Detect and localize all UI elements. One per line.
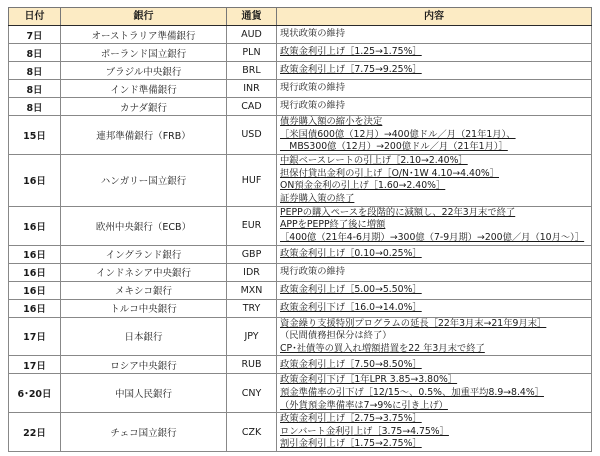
- cell-bank: カナダ銀行: [61, 98, 227, 116]
- cell-content: [277, 317, 592, 356]
- table-row: [9, 116, 592, 155]
- content-line: （民間債務担保分は終了）: [280, 330, 392, 342]
- content-line: 現行政策の維持: [280, 265, 346, 277]
- content-line: 現行政策の維持: [280, 100, 346, 112]
- cell-bank: インド準備銀行: [61, 80, 227, 98]
- cell-currency: BRL: [227, 62, 277, 80]
- table-row: [9, 281, 592, 299]
- cell-currency: TRY: [227, 299, 277, 317]
- cell-date: 22日: [9, 413, 61, 452]
- content-line: 現状政策の維持: [280, 28, 346, 40]
- cell-bank: メキシコ銀行: [61, 281, 227, 299]
- cell-content: [277, 154, 592, 206]
- cell-content: [277, 44, 592, 62]
- table-row: [9, 374, 592, 413]
- table-row: [9, 98, 592, 116]
- cell-content: [277, 413, 592, 452]
- content-line: ［米国債600億（12月）→400億ドル／月（21年1月）、: [280, 128, 516, 140]
- table-row: [9, 154, 592, 206]
- content-line: 中銀ベースレートの引上げ［2.10→2.40%］: [280, 155, 468, 167]
- content-line: 政策金利引下げ［16.0→14.0%］: [280, 301, 422, 313]
- header-row: [9, 8, 592, 26]
- cell-currency: GBP: [227, 245, 277, 263]
- table-row: [9, 80, 592, 98]
- cell-bank: インドネシア中央銀行: [61, 263, 227, 281]
- table-body: [9, 26, 592, 452]
- cell-currency: PLN: [227, 44, 277, 62]
- cell-currency: RUB: [227, 356, 277, 374]
- cell-bank: 中国人民銀行: [61, 374, 227, 413]
- cell-bank: ロシア中央銀行: [61, 356, 227, 374]
- content-line: 現行政策の維持: [280, 82, 346, 94]
- table-row: [9, 206, 592, 245]
- table-row: [9, 62, 592, 80]
- cell-content: [277, 356, 592, 374]
- cell-bank: ブラジル中央銀行: [61, 62, 227, 80]
- header-date: 日付: [9, 8, 61, 26]
- cell-content: [277, 281, 592, 299]
- cell-currency: AUD: [227, 26, 277, 44]
- cell-bank: トルコ中央銀行: [61, 299, 227, 317]
- cell-content: [277, 245, 592, 263]
- table-row: [9, 44, 592, 62]
- cell-bank: 欧州中央銀行（ECB）: [61, 206, 227, 245]
- header-content: 内容: [277, 8, 592, 26]
- cell-currency: INR: [227, 80, 277, 98]
- content-line: PEPPの購入ペースを段階的に減額し、22年3月末で終了: [280, 206, 516, 218]
- cell-date: 16日: [9, 281, 61, 299]
- cell-currency: CNY: [227, 374, 277, 413]
- cell-date: 8日: [9, 98, 61, 116]
- cell-bank: ハンガリー国立銀行: [61, 154, 227, 206]
- content-line: 資金繰り支援特別プログラムの延長［22年3月末→21年9月末］: [280, 317, 547, 329]
- table-row: [9, 356, 592, 374]
- cell-currency: USD: [227, 116, 277, 155]
- content-line: 政策金利引上げ［5.00→5.50%］: [280, 283, 422, 295]
- cell-date: 17日: [9, 317, 61, 356]
- content-line: （外貨預金準備率は7→9%に引き上げ）: [280, 399, 448, 411]
- cell-content: [277, 116, 592, 155]
- cell-content: [277, 374, 592, 413]
- cell-currency: CAD: [227, 98, 277, 116]
- cell-bank: 日本銀行: [61, 317, 227, 356]
- cell-content: [277, 263, 592, 281]
- cell-content: [277, 299, 592, 317]
- cell-date: 8日: [9, 44, 61, 62]
- content-line: 担保付貸出金利の引上げ［O/N･1W 4.10→4.40%］: [280, 167, 499, 179]
- cell-date: 15日: [9, 116, 61, 155]
- cell-date: 16日: [9, 154, 61, 206]
- content-line: ロンバート金利引上げ［3.75→4.75%］: [280, 425, 449, 437]
- cell-bank: イングランド銀行: [61, 245, 227, 263]
- content-line: 政策金利引上げ［7.75→9.25%］: [280, 64, 422, 76]
- table-row: [9, 317, 592, 356]
- cell-content: [277, 98, 592, 116]
- header-bank: 銀行: [61, 8, 227, 26]
- cell-date: 16日: [9, 299, 61, 317]
- content-line: 割引金利引上げ［1.75→2.75%］: [280, 438, 422, 450]
- cell-date: 6･20日: [9, 374, 61, 413]
- cell-currency: MXN: [227, 281, 277, 299]
- table-row: [9, 245, 592, 263]
- cell-currency: CZK: [227, 413, 277, 452]
- table-row: [9, 26, 592, 44]
- content-line: 政策金利引下げ［1年LPR 3.85→3.80%］: [280, 374, 458, 386]
- header-currency: 通貨: [227, 8, 277, 26]
- table-row: [9, 299, 592, 317]
- cell-date: 16日: [9, 263, 61, 281]
- content-line: ON預金金利の引上げ［1.60→2.40%］: [280, 180, 446, 192]
- content-line: 政策金利引上げ［7.50→8.50%］: [280, 358, 422, 370]
- cell-currency: IDR: [227, 263, 277, 281]
- cell-content: [277, 26, 592, 44]
- content-line: 政策金利引上げ［0.10→0.25%］: [280, 247, 422, 259]
- content-line: APPをPEPP終了後に増額: [280, 219, 386, 231]
- cell-bank: オーストラリア準備銀行: [61, 26, 227, 44]
- cell-currency: HUF: [227, 154, 277, 206]
- cell-bank: 連邦準備銀行（FRB）: [61, 116, 227, 155]
- cell-bank: ポーランド国立銀行: [61, 44, 227, 62]
- cell-content: [277, 206, 592, 245]
- content-line: 政策金利引上げ［2.75→3.75%］: [280, 413, 422, 425]
- cell-date: 16日: [9, 206, 61, 245]
- cell-currency: JPY: [227, 317, 277, 356]
- cell-date: 8日: [9, 62, 61, 80]
- cell-content: [277, 62, 592, 80]
- content-line: 証券購入策の終了: [280, 192, 355, 204]
- content-line: MBS300億（12月）→200億ドル／月（21年1月）］: [280, 141, 508, 153]
- cell-date: 8日: [9, 80, 61, 98]
- cell-content: [277, 80, 592, 98]
- central-bank-policy-table: [8, 7, 592, 452]
- table-row: [9, 263, 592, 281]
- cell-date: 7日: [9, 26, 61, 44]
- content-line: ［400億（21年4-6月期）→300億（7-9月期）→200億／月（10月～）］: [280, 231, 585, 243]
- cell-date: 17日: [9, 356, 61, 374]
- content-line: 政策金利引上げ［1.25→1.75%］: [280, 46, 422, 58]
- content-line: CP･社債等の買入れ増額措置を22 年3月末で終了: [280, 342, 485, 354]
- content-line: 預金準備率の引下げ［12/15～、0.5%、加重平均8.9→8.4%］: [280, 386, 544, 398]
- content-line: 債券購入額の縮小を決定: [280, 116, 383, 127]
- cell-currency: EUR: [227, 206, 277, 245]
- cell-bank: チェコ国立銀行: [61, 413, 227, 452]
- cell-date: 16日: [9, 245, 61, 263]
- table-row: [9, 413, 592, 452]
